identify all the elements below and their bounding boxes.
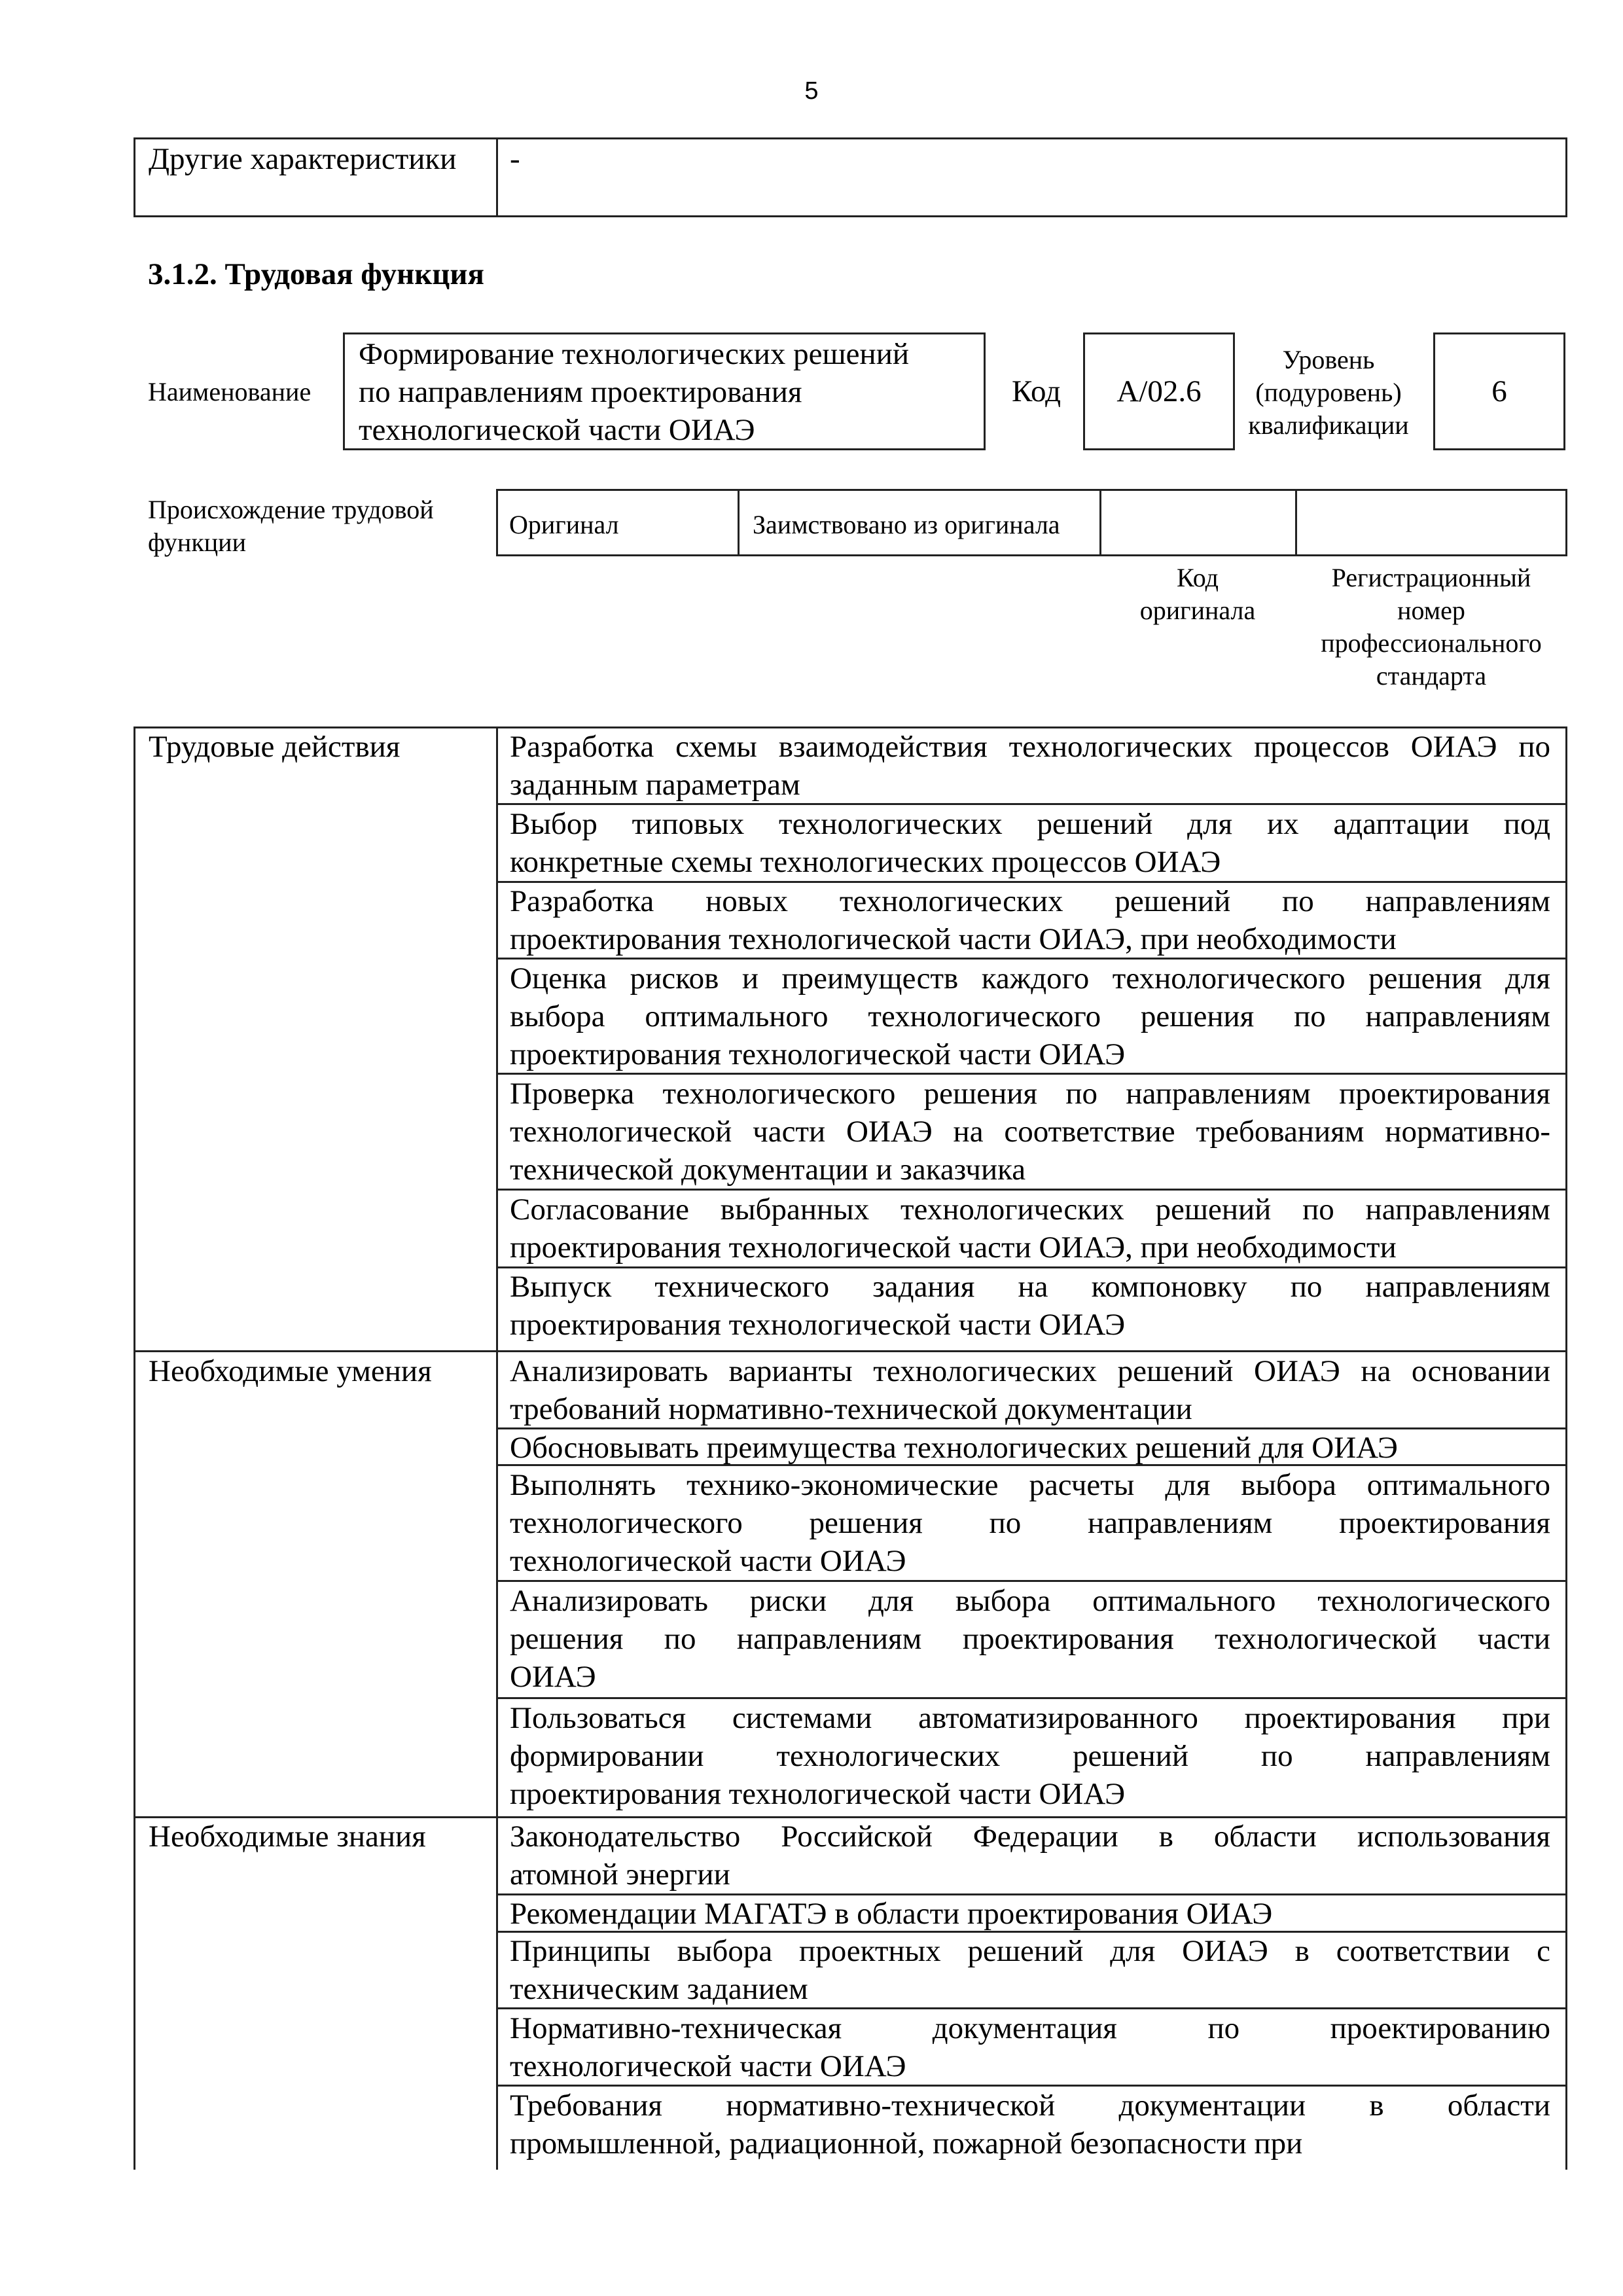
knowledge-line: технологической части ОИАЭ (510, 2049, 906, 2083)
table-divider (496, 137, 498, 217)
labor-actions-label: Трудовые действия (149, 730, 401, 764)
level-label-line: Уровень (1282, 345, 1375, 374)
name-value (359, 335, 974, 449)
origin-label-line: функции (148, 528, 246, 557)
origin-original: Оригинал (509, 510, 619, 539)
original-code-label-line: Код (1177, 563, 1219, 592)
origin-divider (1295, 489, 1297, 556)
name-value-line: технологической части ОИАЭ (359, 413, 755, 447)
skill-line: Обосновывать преимущества технологических решений для ОИАЭ (510, 1431, 1398, 1465)
skill-line: Пользоваться системами автоматизированного проектирования при (510, 1701, 1550, 1735)
origin-label-line: Происхождение трудовой (148, 495, 434, 524)
skill-item (510, 1582, 1550, 1696)
labor-action-line: Оценка рисков и преимуществ каждого технологического решения для (510, 961, 1550, 996)
knowledge-item (510, 1895, 1550, 1933)
labor-action-item (510, 1075, 1550, 1189)
knowledge-line: Рекомендации МАГАТЭ в области проектирования ОИАЭ (510, 1897, 1273, 1931)
knowledge-item (510, 2087, 1550, 2162)
labor-action-line: Выпуск технического задания на компоновку по направлениям (510, 1270, 1550, 1304)
skill-line: Анализировать варианты технологических решений ОИАЭ на основании (510, 1354, 1550, 1388)
level-label (1230, 344, 1427, 442)
reg-number-label-line: стандарта (1376, 661, 1487, 691)
skill-line: технологической части ОИАЭ (510, 1544, 906, 1578)
knowledge-line: Принципы выбора проектных решений для ОИАЭ в соответствии с (510, 1934, 1550, 1968)
knowledge-line: Нормативно-техническая документация по проектированию (510, 2011, 1550, 2045)
labor-action-line: проектирования технологической части ОИАЭ, при необходимости (510, 1230, 1397, 1265)
knowledge-item (510, 1932, 1550, 2008)
other-characteristics-value: - (510, 142, 520, 176)
knowledge-line: Требования нормативно-технической документации в области (510, 2089, 1550, 2123)
knowledge-item (510, 2009, 1550, 2085)
skill-line: ОИАЭ (510, 1660, 596, 1694)
page-number: 5 (804, 77, 819, 105)
skill-line: решения по направлениям проектирования технологической части (510, 1622, 1550, 1656)
name-label: Наименование (148, 377, 312, 406)
required-skills-label: Необходимые умения (149, 1354, 432, 1388)
labor-action-line: Проверка технологического решения по направлениям проектирования (510, 1077, 1550, 1111)
skill-item (510, 1699, 1550, 1813)
knowledge-item (510, 1818, 1550, 1893)
skill-line: технологического решения по направлениям проектирования (510, 1506, 1550, 1540)
labor-action-line: проектирования технологической части ОИАЭ (510, 1037, 1126, 1071)
labor-action-item (510, 1268, 1550, 1344)
labor-action-line: заданным параметрам (510, 768, 800, 802)
skill-line: проектирования технологической части ОИАЭ (510, 1777, 1126, 1811)
name-value-line: по направлениям проектирования (359, 375, 802, 409)
knowledge-line: техническим заданием (510, 1972, 808, 2006)
reg-number-label-line: профессионального (1321, 628, 1542, 658)
knowledge-line: Законодательство Российской Федерации в области использования (510, 1820, 1550, 1854)
origin-divider (1099, 489, 1101, 556)
labor-action-line: проектирования технологической части ОИАЭ (510, 1308, 1126, 1342)
knowledge-line: атомной энергии (510, 1857, 730, 1892)
origin-divider (738, 489, 740, 556)
labor-action-item (510, 960, 1550, 1073)
skill-item (510, 1429, 1550, 1467)
labor-action-item (510, 1191, 1550, 1266)
section-title: 3.1.2. Трудовая функция (148, 257, 484, 291)
skill-item (510, 1466, 1550, 1580)
reg-number-label-line: Регистрационный (1331, 563, 1531, 592)
code-label: Код (1012, 374, 1061, 408)
level-label-line: квалификации (1248, 410, 1409, 440)
labor-action-line: технической документации и заказчика (510, 1153, 1026, 1187)
labor-action-item (510, 882, 1550, 958)
labor-action-line: технологической части ОИАЭ на соответствие требованиям нормативно- (510, 1115, 1550, 1149)
name-value-line: Формирование технологических решений (359, 337, 909, 371)
skill-line: формировании технологических решений по направлениям (510, 1739, 1550, 1773)
level-value: 6 (1491, 374, 1507, 408)
other-characteristics-label: Другие характеристики (149, 142, 457, 176)
knowledge-line: промышленной, радиационной, пожарной безопасности при (510, 2126, 1303, 2161)
code-value: A/02.6 (1116, 374, 1202, 408)
labor-action-line: конкретные схемы технологических процессов ОИАЭ (510, 845, 1221, 879)
labor-action-line: Согласование выбранных технологических решений по направлениям (510, 1193, 1550, 1227)
skill-item (510, 1352, 1550, 1428)
labor-action-line: выбора оптимального технологического решения по направлениям (510, 999, 1550, 1033)
labor-action-item (510, 728, 1550, 804)
labor-action-line: Разработка схемы взаимодействия технологических процессов ОИАЭ по (510, 730, 1550, 764)
labor-action-item (510, 805, 1550, 881)
main-table-divider (496, 726, 498, 2170)
origin-label (148, 493, 434, 559)
original-code-label (1099, 562, 1296, 627)
origin-borrowed: Заимствовано из оригинала (753, 510, 1060, 539)
skill-line: Анализировать риски для выбора оптимального технологического (510, 1584, 1550, 1618)
required-knowledge-label: Необходимые знания (149, 1820, 426, 1854)
labor-action-line: Выбор типовых технологических решений для их адаптации под (510, 807, 1550, 841)
skill-line: требований нормативно-технической документации (510, 1392, 1192, 1426)
reg-number-label (1295, 562, 1567, 692)
skill-line: Выполнять технико-экономические расчеты для выбора оптимального (510, 1468, 1550, 1502)
original-code-label-line: оригинала (1139, 596, 1256, 625)
labor-action-line: проектирования технологической части ОИАЭ, при необходимости (510, 922, 1397, 956)
labor-action-line: Разработка новых технологических решений по направлениям (510, 884, 1550, 918)
level-label-line: (подуровень) (1255, 378, 1402, 407)
reg-number-label-line: номер (1397, 596, 1465, 625)
